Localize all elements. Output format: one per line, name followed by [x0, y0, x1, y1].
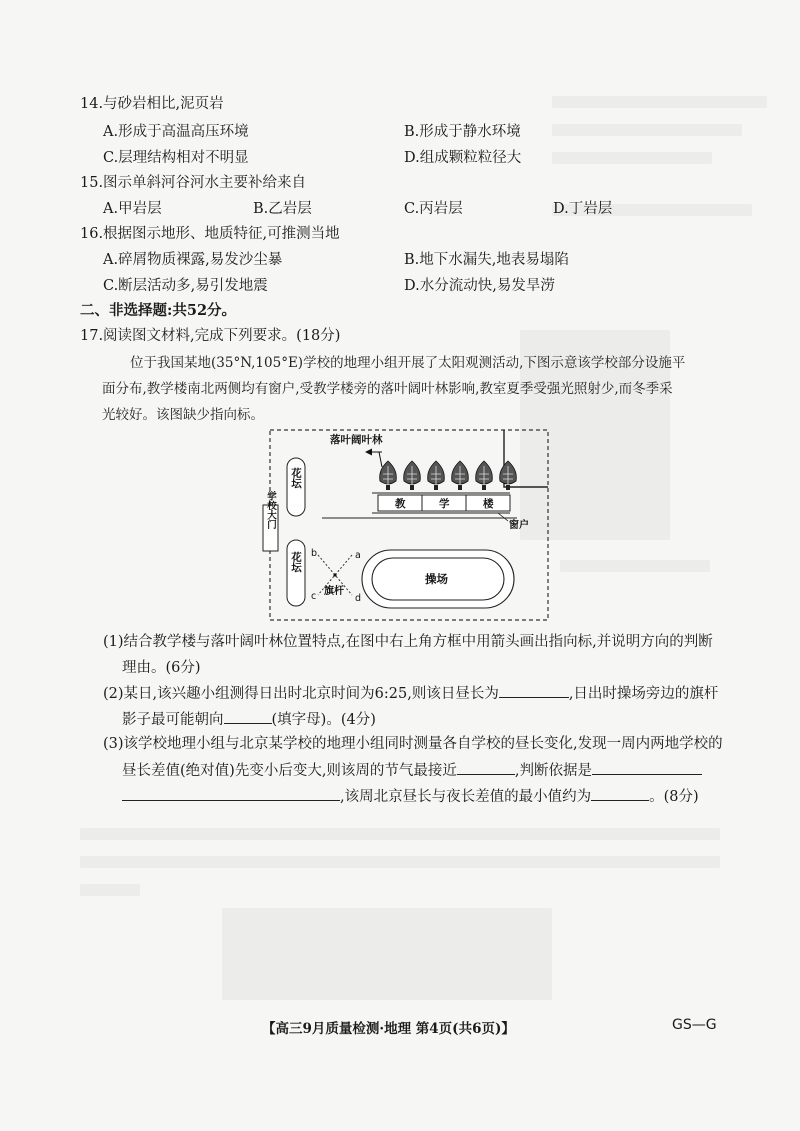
q17-sub3-text-c: ,该周北京昼长与夜长差值的最小值约为 — [340, 789, 592, 805]
letter-d: d — [355, 593, 362, 604]
bleed-through-text — [552, 96, 767, 108]
footer-title: 【高三9月质量检测·地理 第4页(共6页)】 — [262, 1021, 515, 1037]
q17-material-line-2: 面分布,教学楼南北两侧均有窗户,受教学楼旁的落叶阔叶林影响,教室夏季受强光照射少,而冬季采 — [102, 381, 673, 397]
q16-option-d: D.水分流动快,易发旱涝 — [404, 278, 555, 294]
bleed-through-text — [80, 828, 720, 840]
q15-option-c: C.丙岩层 — [404, 201, 463, 217]
q17-material-line-3: 光较好。该图缺少指向标。 — [102, 407, 264, 423]
building-label-char: 学 — [439, 498, 450, 510]
forest-label: 落叶阔叶林 — [330, 434, 383, 446]
answer-blank-day-length[interactable] — [499, 683, 569, 698]
q17-sub2-line2 — [122, 709, 376, 730]
q14-option-c: C.层理结构相对不明显 — [103, 150, 249, 166]
flowerbed-bottom — [287, 540, 305, 606]
window-pointer-line — [498, 513, 508, 521]
q17-sub2-text-d: (填字母)。(4分) — [271, 712, 376, 728]
q17-sub3-line3 — [122, 786, 699, 807]
q16-option-a: A.碎屑物质裸露,易发沙尘暴 — [103, 252, 283, 268]
bleed-through-text — [560, 560, 710, 572]
letter-a: a — [355, 550, 361, 561]
bleed-through-text — [80, 884, 140, 896]
q14-stem: 14.与砂岩相比,泥页岩 — [80, 96, 224, 112]
forest-pointer-line — [379, 452, 382, 467]
building-label-char: 楼 — [483, 498, 494, 510]
q16-stem: 16.根据图示地形、地质特征,可推测当地 — [80, 226, 340, 242]
school-gate-label: 学校大门 — [265, 491, 276, 529]
q17-sub2-line1 — [103, 683, 718, 704]
bleed-through-text — [552, 124, 742, 136]
q17-sub1-line1: (1)结合教学楼与落叶阔叶林位置特点,在图中右上角方框中用箭头画出指向标,并说明方向的判断 — [103, 634, 713, 650]
tree-icon — [452, 461, 469, 490]
flowerbed-bottom-label: 花坛 — [290, 551, 302, 573]
bleed-through-text — [552, 152, 712, 164]
flagpole-point — [333, 573, 336, 576]
answer-blank-reason-part2[interactable] — [122, 786, 340, 801]
answer-blank-shadow-direction[interactable] — [224, 709, 272, 724]
q17-sub3-text-d: 。(8分) — [649, 789, 699, 805]
letter-c: c — [311, 591, 317, 602]
q15-option-d: D.丁岩层 — [553, 201, 613, 217]
window-label: 窗户 — [509, 520, 529, 531]
q14-option-d: D.组成颗粒粒径大 — [404, 150, 522, 166]
q17-sub1-line2: 理由。(6分) — [122, 660, 201, 676]
q17-sub2-text-b: ,日出时操场旁边的旗杆 — [568, 686, 719, 702]
letter-b: b — [311, 548, 318, 559]
q15-option-a: A.甲岩层 — [103, 201, 162, 217]
q17-sub2-text-a: (2)某日,该兴趣小组测得日出时北京时间为6:25,则该日昼长为 — [103, 686, 499, 702]
q15-option-b: B.乙岩层 — [253, 201, 312, 217]
bleed-through-figure — [222, 908, 552, 1000]
tree-icon — [500, 461, 517, 490]
q17-sub3-line1: (3)该学校地理小组与北京某学校的地理小组同时测量各自学校的昼长变化,发现一周内两地学校的 — [103, 736, 723, 752]
forest-pointer-arrowhead — [365, 449, 372, 456]
q17-sub3-line2 — [122, 760, 702, 781]
footer-code: GS—G — [672, 1017, 717, 1033]
tree-icon — [404, 461, 421, 490]
q14-option-a: A.形成于高温高压环境 — [103, 124, 249, 140]
q14-option-b: B.形成于静水环境 — [404, 124, 521, 140]
section-heading: 二、非选择题:共52分。 — [80, 302, 237, 319]
building-label-char: 教 — [395, 498, 406, 510]
answer-blank-solar-term[interactable] — [457, 760, 515, 775]
q17-sub3-text-a: 昼长差值(绝对值)先变小后变大,则该周的节气最接近 — [122, 763, 457, 779]
answer-blank-min-difference[interactable] — [591, 786, 649, 801]
q15-stem: 15.图示单斜河谷河水主要补给来自 — [80, 175, 307, 191]
flowerbed-top-label: 花坛 — [290, 467, 302, 489]
q16-option-c: C.断层活动多,易引发地震 — [103, 278, 268, 294]
tree-icon — [428, 461, 445, 490]
q17-sub2-text-c: 影子最可能朝向 — [122, 712, 224, 728]
q17-stem: 17.阅读图文材料,完成下列要求。(18分) — [80, 328, 341, 344]
q16-option-b: B.地下水漏失,地表易塌陷 — [404, 252, 569, 268]
answer-blank-reason-part1[interactable] — [592, 760, 702, 775]
tree-icon — [476, 461, 493, 490]
flagpole-label: 旗杆 — [324, 586, 344, 597]
school-layout-diagram — [262, 425, 554, 625]
q17-sub3-text-b: ,判断依据是 — [514, 763, 593, 779]
bleed-through-text — [80, 856, 720, 868]
q17-material-line-1: 位于我国某地(35°N,105°E)学校的地理小组开展了太阳观测活动,下图示意该学校部分设施平 — [130, 355, 686, 371]
playground-label: 操场 — [425, 572, 448, 586]
